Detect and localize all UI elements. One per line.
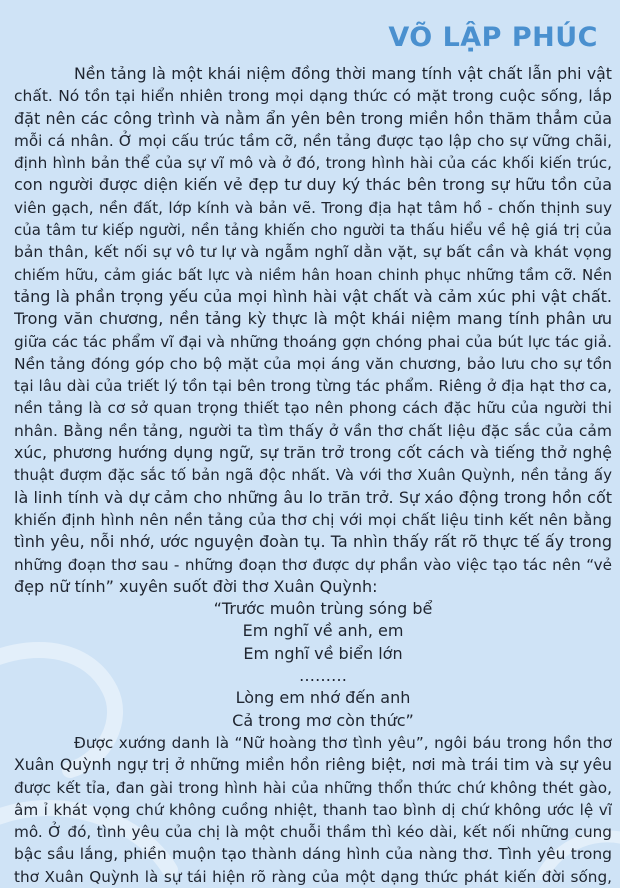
text-line: tảng là phần trọng yếu của mọi hình hài vật chất và cảm xúc phi vật chất. — [14, 286, 612, 306]
text-line: Xuân Quỳnh ngự trị ở những miền hồn riêng biệt, nơi mà trái tim và sự yêu — [14, 755, 612, 775]
text-line: âm ỉ khát vọng chứ không cuồng nhiệt, thanh tao bình dị chứ không ước lệ vĩ — [14, 800, 612, 819]
text-line: viên gạch, nền đất, lớp kính và bản vẽ. Trong địa hạt tâm hồ - chốn thịnh suy — [14, 198, 612, 217]
text-line: những đoạn thơ sau - những đoạn thơ được dự phần vào việc tạo tác nên “vẻ — [14, 555, 612, 574]
text-line: được kết tỉa, đan gài trong hình hài của những thổn thức chứ không thét gào, — [14, 778, 612, 797]
text-line: bản thân, kết nối sự vô tư lự và ngẫm nghĩ dằn vặt, sự bất cần và khát vọng — [14, 243, 612, 262]
text-line: thơ Xuân Quỳnh là sự tái hiện rõ ràng của một dạng thức phát kiến đời sống, — [14, 867, 612, 886]
text-line: đặt nên các công trình và nằm ẩn yên bên trong miền hồn thăm thẳm của — [14, 108, 612, 128]
text-line: tại lâu dài của triết lý tồn tại bên trong từng tác phẩm. Riêng ở địa hạt thơ ca, — [14, 377, 612, 396]
text-line: khiến định hình nên nền tảng của thơ chị với mọi chất liệu tinh kết nên bằng — [14, 510, 612, 529]
text-line: bậc sầu lắng, phiền muộn tạo thành dáng hình của nàng thơ. Tình yêu trong — [14, 845, 612, 864]
poem-line: “Trước muôn trùng sóng bể — [213, 599, 433, 619]
text-line: định hình bản thể của sự vĩ mô và ở đó, trong hình hài của các khối kiến trúc, — [14, 154, 612, 173]
text-line: mô. Ở đó, tình yêu của chị là một chuỗi thầm thì kéo dài, kết nối những cung — [14, 823, 612, 842]
text-line: giữa các tác phẩm vĩ đại và những thoáng gợn chóng phai của bút lực tác giả. — [14, 332, 612, 351]
poem-ellipsis: ……… — [299, 666, 347, 686]
author-name: VÕ LẬP PHÚC — [388, 22, 598, 53]
text-line: đẹp nữ tính” xuyên suốt đời thơ Xuân Quỳnh: — [14, 576, 378, 596]
text-line: Nền tảng là một khái niệm đồng thời mang tính vật chất lẫn phi vật — [74, 64, 612, 83]
text-line: chiếm hữu, cảm giác bất lực và niềm hân hoan chinh phục những tầm cỡ. Nền — [14, 265, 612, 284]
text-line: Nền tảng đóng góp cho bộ mặt của mọi áng văn chương, bảo lưu cho sự tồn — [14, 354, 612, 373]
text-line: con người được diện kiến vẻ đẹp tư duy ký thác bên trong sự hữu tồn của — [14, 175, 612, 195]
text-line: chất. Nó tồn tại hiển nhiên trong mọi dạng thức có mặt trong cuộc sống, lắp — [14, 87, 612, 106]
text-line: của tâm tư kiếp người, nền tảng khiến cho người ta thấu hiểu về hệ giá trị của — [14, 221, 612, 240]
text-line: Trong văn chương, nền tảng kỳ thực là một khái niệm mang tính phân ưu — [14, 309, 612, 329]
text-line: thuật đượm đặc sắc tố bản ngã độc nhất. Và với thơ Xuân Quỳnh, nền tảng ấy — [14, 466, 612, 485]
text-line: xúc, phương hướng dụng ngữ, sự trăn trở trong cốt cách và tiếng thở nghệ — [14, 443, 612, 463]
text-line: nền tảng là cơ sở quan trọng thiết tạo nên phong cách đặc hữu của người thi — [14, 399, 612, 418]
article-body — [14, 63, 612, 888]
text-line: là linh tính và dự cảm cho những âu lo trăn trở. Sự xáo động trong hồn cốt — [14, 487, 612, 507]
text-line: mỗi cá nhân. Ở mọi cấu trúc tầm cỡ, nền tảng được tạo lập cho sự vững chãi, — [14, 131, 612, 150]
poem-line: Lòng em nhớ đến anh — [235, 688, 411, 708]
text-line: Được xướng danh là “Nữ hoàng thơ tình yêu”, ngôi báu trong hồn thơ — [74, 733, 612, 752]
text-line: tình yêu, nỗi nhớ, ước nguyện đoàn tụ. Ta nhìn thấy rất rõ thực tế ấy trong — [14, 532, 612, 552]
poem-line: Em nghĩ về biển lớn — [243, 643, 403, 663]
poem-line: Em nghĩ về anh, em — [242, 621, 404, 641]
text-line: nhân. Bằng nền tảng, người ta tìm thấy ở vần thơ chất liệu đặc sắc của cảm — [14, 421, 612, 440]
poem-line: Cả trong mơ còn thức” — [232, 710, 414, 730]
